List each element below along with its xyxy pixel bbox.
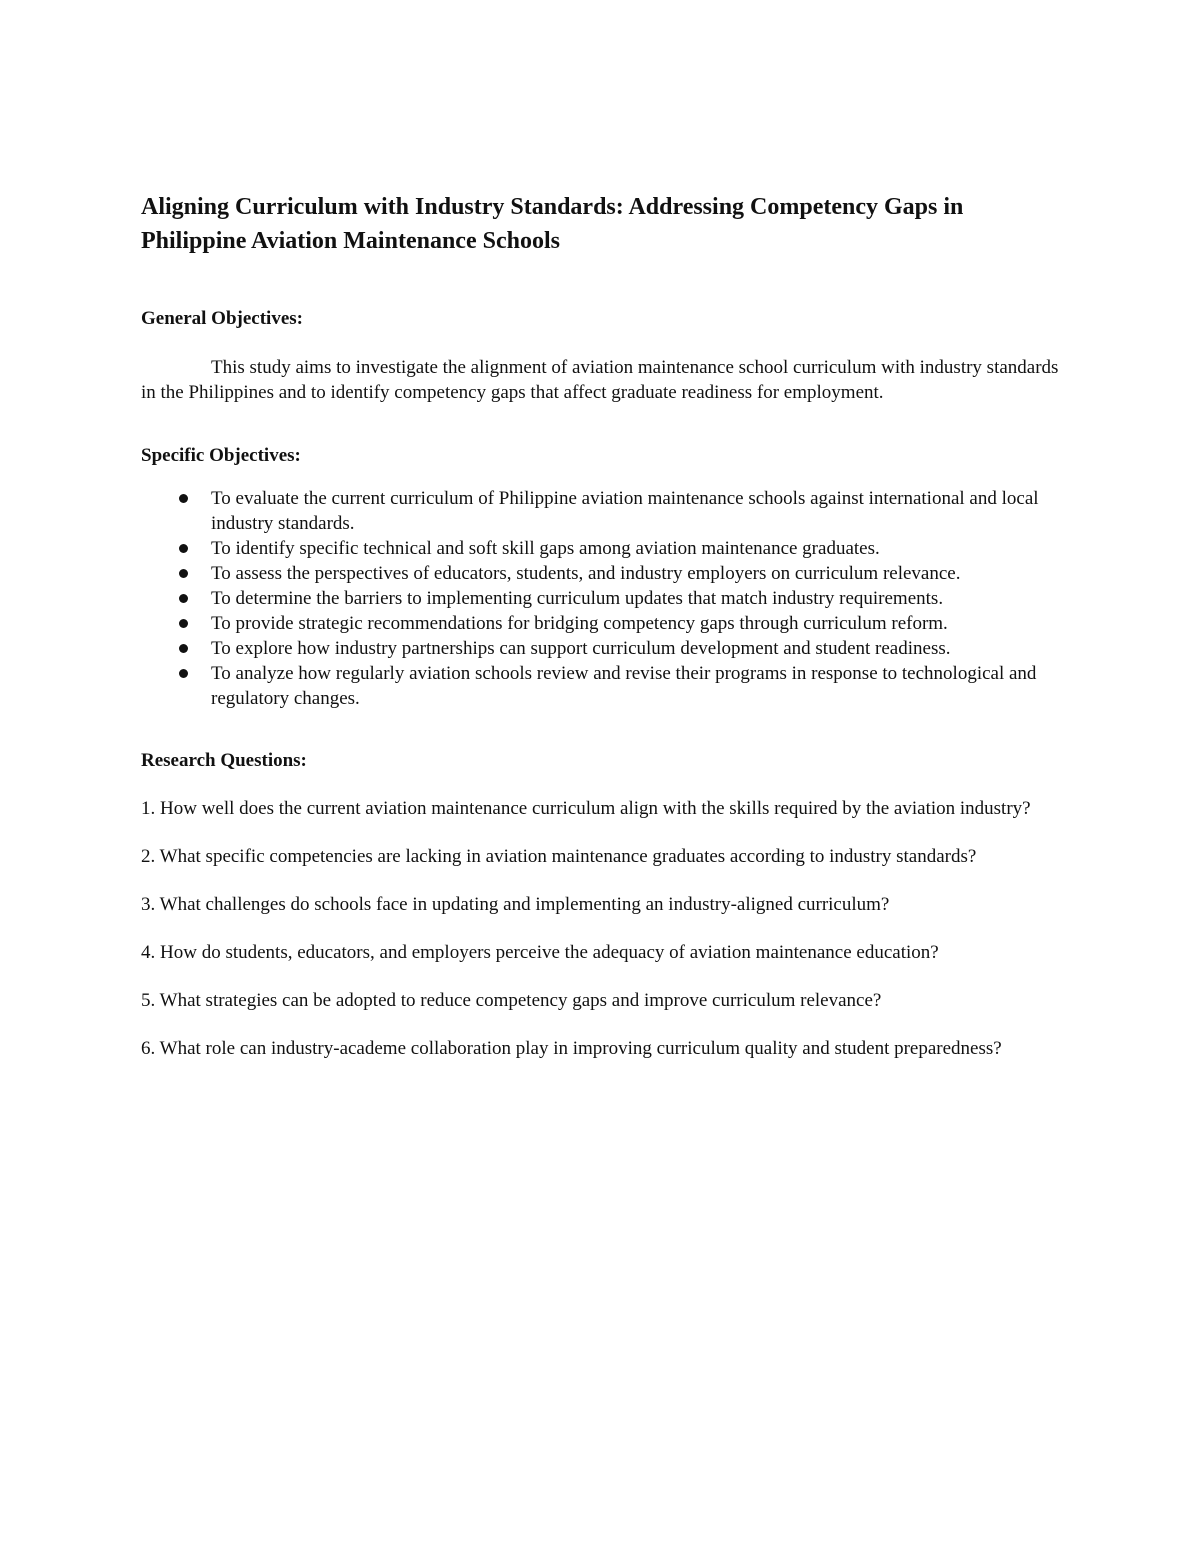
- general-objectives-heading: General Objectives:: [141, 308, 303, 329]
- general-objectives-paragraph: This study aims to investigate the alignment of aviation maintenance school curriculum with industry standards in the Philippines and to identify competency gaps that affect graduate readiness for employment.: [141, 357, 1059, 403]
- research-question: 4. How do students, educators, and employers perceive the adequacy of aviation maintenance education?: [141, 942, 939, 963]
- document-page: [141, 190, 1061, 1084]
- research-question: 3. What challenges do schools face in updating and implementing an industry-aligned curriculum?: [141, 894, 890, 915]
- research-question: 6. What role can industry-academe collaboration play in improving curriculum quality and student preparedness?: [141, 1038, 1002, 1059]
- list-item: [141, 561, 1061, 586]
- bullet-icon: [179, 594, 188, 603]
- research-question: 2. What specific competencies are lacking in aviation maintenance graduates according to industry standards?: [141, 846, 977, 867]
- list-item: [141, 611, 1061, 636]
- research-question: 5. What strategies can be adopted to reduce competency gaps and improve curriculum relevance?: [141, 990, 882, 1011]
- objective-text: To analyze how regularly aviation schools review and revise their programs in response to technological and regulatory changes.: [211, 663, 1037, 709]
- list-item: [141, 486, 1061, 536]
- bullet-icon: [179, 544, 188, 553]
- research-questions-list: [141, 796, 1061, 1061]
- specific-objectives-heading: Specific Objectives:: [141, 445, 301, 466]
- bullet-icon: [179, 669, 188, 678]
- bullet-icon: [179, 644, 188, 653]
- document-title: Aligning Curriculum with Industry Standards: Addressing Competency Gaps in Philippine Aviation Maintenance Schools: [141, 194, 964, 254]
- bullet-icon: [179, 494, 188, 503]
- objective-text: To provide strategic recommendations for bridging competency gaps through curriculum reform.: [211, 613, 948, 634]
- objective-text: To explore how industry partnerships can support curriculum development and student readiness.: [211, 638, 951, 659]
- bullet-icon: [179, 569, 188, 578]
- specific-objectives-list: [141, 486, 1061, 711]
- objective-text: To evaluate the current curriculum of Philippine aviation maintenance schools against international and local industry standards.: [211, 488, 1039, 534]
- list-item: [141, 586, 1061, 611]
- bullet-icon: [179, 619, 188, 628]
- research-questions-heading: Research Questions:: [141, 750, 307, 771]
- objective-text: To identify specific technical and soft skill gaps among aviation maintenance graduates.: [211, 538, 880, 559]
- list-item: [141, 636, 1061, 661]
- objective-text: To determine the barriers to implementing curriculum updates that match industry requirements.: [211, 588, 944, 609]
- research-question: 1. How well does the current aviation maintenance curriculum align with the skills required by the aviation industry?: [141, 798, 1031, 819]
- list-item: [141, 661, 1061, 711]
- objective-text: To assess the perspectives of educators, students, and industry employers on curriculum relevance.: [211, 563, 961, 584]
- list-item: [141, 536, 1061, 561]
